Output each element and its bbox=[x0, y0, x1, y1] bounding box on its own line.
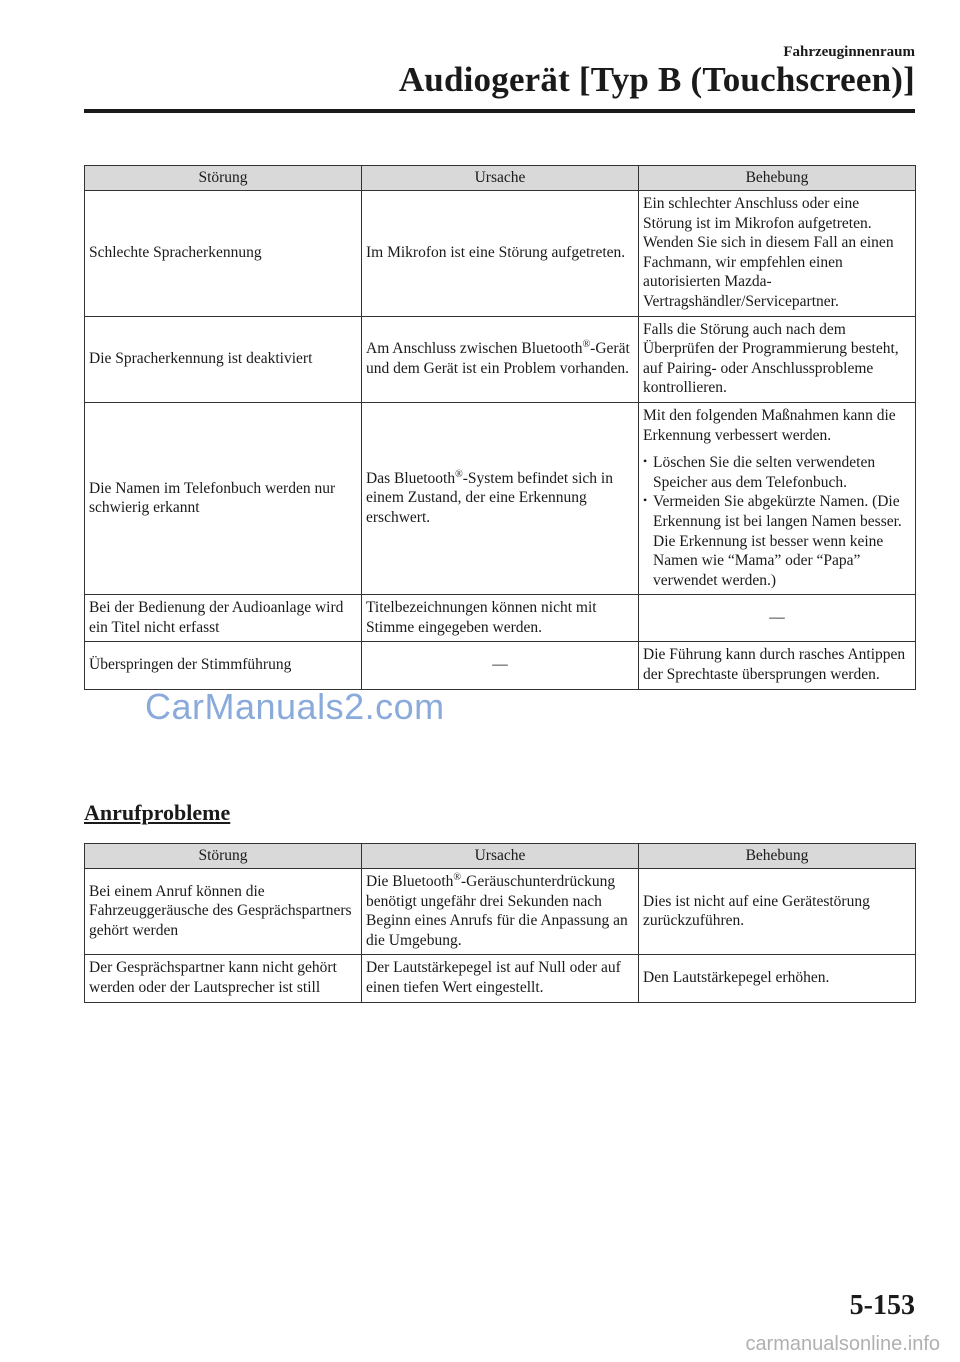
problem-cell: Überspringen der Stimmführung bbox=[85, 642, 362, 689]
cause-cell bbox=[362, 316, 639, 402]
page-number: 5-153 bbox=[849, 1290, 915, 1321]
fix-cell: — bbox=[639, 595, 916, 642]
fix-cell: Falls die Störung auch nach dem Überprüfen der Programmierung besteht, auf Pairing- oder Anschlussprobleme kontrollieren. bbox=[639, 316, 916, 402]
column-header-fix: Behebung bbox=[639, 166, 916, 191]
table-row bbox=[85, 191, 916, 317]
registered-mark: ® bbox=[582, 339, 591, 350]
problem-cell: Schlechte Spracherkennung bbox=[85, 191, 362, 317]
section-name: Fahrzeuginnenraum bbox=[783, 44, 915, 60]
cause-text: -System befindet sich in einem Zustand, der eine Erkennung erschwert. bbox=[366, 469, 613, 526]
fix-intro: Mit den folgenden Maßnahmen kann die Erkennung verbessert werden. bbox=[643, 406, 896, 444]
column-header-cause: Ursache bbox=[362, 166, 639, 191]
column-header-fix: Behebung bbox=[639, 844, 916, 869]
registered-mark: ® bbox=[455, 468, 463, 480]
table-row bbox=[85, 869, 916, 955]
table-row bbox=[85, 402, 916, 594]
fix-cell: Ein schlechter Anschluss oder eine Störung ist im Mikrofon aufgetreten. Wenden Sie sich in diesem Fall an einen Fachmann, wir empfehlen einen autorisierten Mazda-Vertragshändler/Servicepartner. bbox=[639, 191, 916, 317]
table-header-row bbox=[85, 844, 916, 869]
column-header-cause: Ursache bbox=[362, 844, 639, 869]
fix-cell: Die Führung kann durch rasches Antippen der Sprechtaste übersprungen werden. bbox=[639, 642, 916, 689]
call-problems-table bbox=[84, 843, 916, 1003]
cause-text: -Geräuschunterdrückung benötigt ungefähr drei Sekunden nach Beginn eines Anrufs für die Anpassung an die Umgebung. bbox=[366, 873, 628, 949]
fix-list bbox=[643, 453, 911, 590]
cause-cell: Titelbezeichnungen können nicht mit Stimme eingegeben werden. bbox=[362, 595, 639, 642]
fix-list-item: • Löschen Sie die selten verwendeten Speicher aus dem Telefonbuch. bbox=[643, 453, 911, 492]
voice-recognition-table bbox=[84, 165, 916, 690]
watermark: CarManuals2.com bbox=[145, 686, 445, 727]
section-heading: Anrufprobleme bbox=[84, 800, 231, 825]
cause-cell bbox=[362, 869, 639, 955]
fix-cell bbox=[639, 402, 916, 594]
cause-text: Am Anschluss zwischen Bluetooth bbox=[366, 340, 583, 358]
header-rule bbox=[84, 109, 915, 113]
page-title: Audiogerät [Typ B (Touchscreen)] bbox=[398, 60, 915, 99]
cause-cell: Der Lautstärkepegel ist auf Null oder auf einen tiefen Wert eingestellt. bbox=[362, 955, 639, 1002]
problem-cell: Bei der Bedienung der Audioanlage wird ein Titel nicht erfasst bbox=[85, 595, 362, 642]
registered-mark: ® bbox=[453, 871, 462, 883]
cause-text: Die Bluetooth bbox=[366, 873, 454, 890]
cause-text: -Gerät und dem Gerät ist ein Problem vorhanden. bbox=[366, 340, 630, 377]
table-row bbox=[85, 955, 916, 1002]
cause-cell: — bbox=[362, 642, 639, 689]
problem-cell: Die Namen im Telefonbuch werden nur schwierig erkannt bbox=[85, 402, 362, 594]
column-header-problem: Störung bbox=[85, 166, 362, 191]
footer-site-watermark: carmanualsonline.info bbox=[745, 1333, 940, 1355]
table-header-row bbox=[85, 166, 916, 191]
column-header-problem: Störung bbox=[85, 844, 362, 869]
fix-cell: Den Lautstärkepegel erhöhen. bbox=[639, 955, 916, 1002]
fix-cell: Dies ist nicht auf eine Gerätestörung zurückzuführen. bbox=[639, 869, 916, 955]
table-row bbox=[85, 316, 916, 402]
fix-list-item: • Vermeiden Sie abgekürzte Namen. (Die Erkennung ist bei langen Namen besser. Die Erkennung ist besser wenn keine Namen wie “Mama” oder “Papa” verwendet werden.) bbox=[643, 492, 911, 590]
problem-cell: Die Spracherkennung ist deaktiviert bbox=[85, 316, 362, 402]
table-row bbox=[85, 595, 916, 642]
problem-cell: Bei einem Anruf können die Fahrzeuggeräusche des Gesprächspartners gehört werden bbox=[85, 869, 362, 955]
cause-cell: Im Mikrofon ist eine Störung aufgetreten. bbox=[362, 191, 639, 317]
table-row bbox=[85, 642, 916, 689]
cause-cell bbox=[362, 402, 639, 594]
problem-cell: Der Gesprächspartner kann nicht gehört werden oder der Lautsprecher ist still bbox=[85, 955, 362, 1002]
cause-text: Das Bluetooth bbox=[366, 469, 456, 487]
